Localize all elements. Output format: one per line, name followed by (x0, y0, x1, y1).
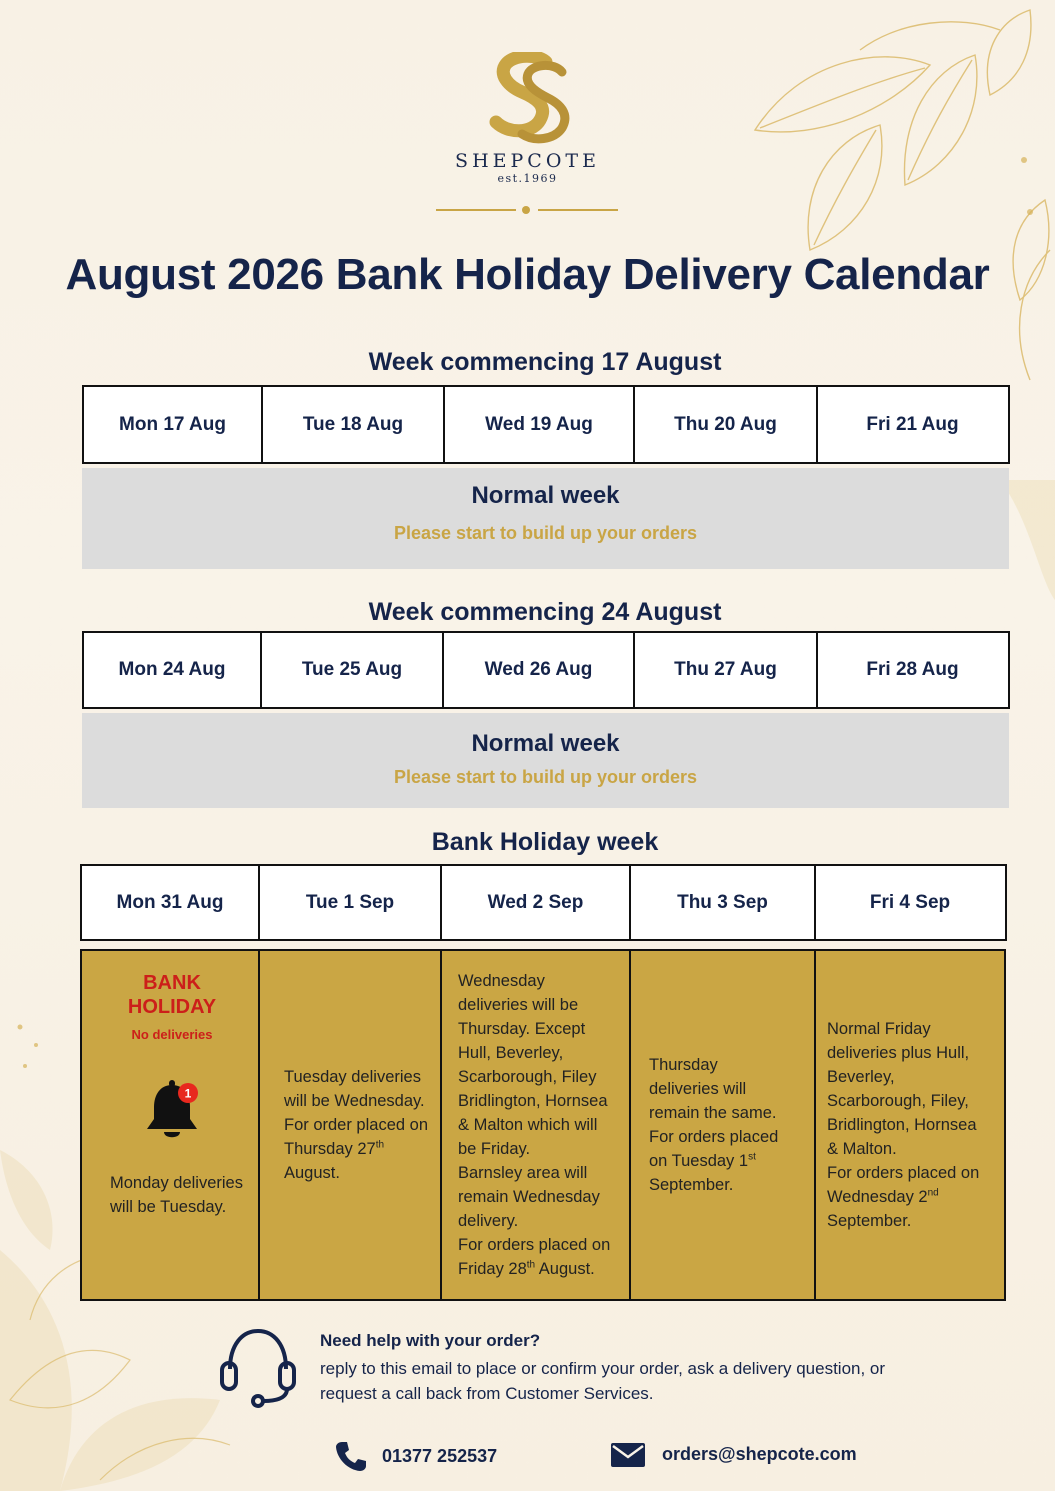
friday-note: Normal Friday deliveries plus Hull, Beverley, Scarborough, Filey, Bridlington, Hornsea & Malton. (827, 1020, 977, 1158)
bell-icon (142, 1079, 202, 1143)
wednesday-detail (442, 951, 631, 1299)
day-cell: Fri 28 Aug (866, 659, 959, 680)
help-body: reply to this email to place or confirm your order, ask a delivery question, or request a call back from Customer Services. (320, 1359, 886, 1403)
monday-note: Monday deliveries will be Tuesday. (110, 1174, 243, 1216)
brand-name: SHEPCOTE (455, 150, 600, 172)
help-title: Need help with your order? (320, 1331, 541, 1350)
brand-est: est.1969 (497, 172, 558, 185)
contact-email[interactable] (610, 1440, 857, 1468)
shepcote-monogram-icon (478, 52, 578, 148)
day-cell: Thu 20 Aug (635, 387, 818, 462)
bank-week-details (80, 949, 1006, 1301)
day-cell: Fri 4 Sep (869, 891, 951, 913)
week-1-heading: Week commencing 17 August (368, 348, 722, 376)
no-deliveries-label: No deliveries (131, 1027, 213, 1042)
status-subtitle: Please start to build up your orders (393, 523, 698, 543)
day-cell: Mon 24 Aug (84, 633, 262, 707)
mail-icon (610, 1440, 646, 1468)
page-title: August 2026 Bank Holiday Delivery Calendar (65, 250, 990, 299)
day-cell: Thu 3 Sep (631, 866, 816, 939)
thursday-order-note: For orders placed on Tuesday 1st September. (649, 1128, 779, 1194)
thursday-detail (631, 951, 816, 1299)
tuesday-detail (260, 951, 442, 1299)
day-cell: Wed 19 Aug (445, 387, 635, 462)
friday-detail (816, 951, 1004, 1299)
phone-number[interactable]: 01377 252537 (382, 1445, 498, 1466)
status-title: Normal week (471, 482, 620, 509)
week-1-days (82, 385, 1010, 464)
bank-week-days (80, 864, 1007, 941)
friday-order-note: For orders placed on Wednesday 2nd September. (827, 1164, 980, 1230)
day-cell: Fri 21 Aug (866, 413, 959, 435)
status-title: Normal week (471, 730, 620, 757)
brand-logo (0, 52, 1055, 185)
thursday-note: Thursday deliveries will remain the same. (649, 1056, 777, 1122)
contact-phone[interactable] (335, 1440, 497, 1472)
bank-week-heading: Bank Holiday week (431, 828, 659, 856)
week-2-heading: Week commencing 24 August (368, 598, 722, 626)
day-cell: Wed 2 Sep (442, 866, 631, 939)
week-2-status (82, 713, 1009, 808)
week-1-status (82, 468, 1009, 569)
email-address[interactable]: orders@shepcote.com (662, 1443, 857, 1464)
phone-icon (335, 1440, 367, 1472)
day-cell: Tue 18 Aug (263, 387, 445, 462)
day-cell: Tue 25 Aug (262, 633, 444, 707)
wednesday-note: Wednesday deliveries will be Thursday. Except Hull, Beverley, Scarborough, Filey Bridlington, Hornsea & Malton which will be Friday. (458, 972, 608, 1158)
wednesday-barnsley-note: Barnsley area will remain Wednesday delivery. (458, 1164, 600, 1230)
wednesday-order-note: For orders placed on Friday 28th August. (458, 1236, 611, 1278)
day-cell: Wed 26 Aug (444, 633, 635, 707)
status-subtitle: Please start to build up your orders (393, 767, 698, 787)
ornament-divider (436, 204, 618, 216)
week-2-days (82, 631, 1010, 709)
day-cell: Mon 17 Aug (84, 387, 263, 462)
day-cell: Thu 27 Aug (635, 633, 818, 707)
monday-detail (82, 951, 260, 1299)
day-cell: Mon 31 Aug (82, 866, 260, 939)
headset-icon (218, 1325, 298, 1409)
notification-badge: 1 (184, 1086, 192, 1101)
bank-holiday-label: BANK HOLIDAY (127, 972, 217, 1018)
tuesday-note: Tuesday deliveries will be Wednesday. (284, 1068, 425, 1110)
day-cell: Tue 1 Sep (260, 866, 442, 939)
tuesday-order-note: For order placed on Thursday 27th August. (284, 1116, 428, 1182)
